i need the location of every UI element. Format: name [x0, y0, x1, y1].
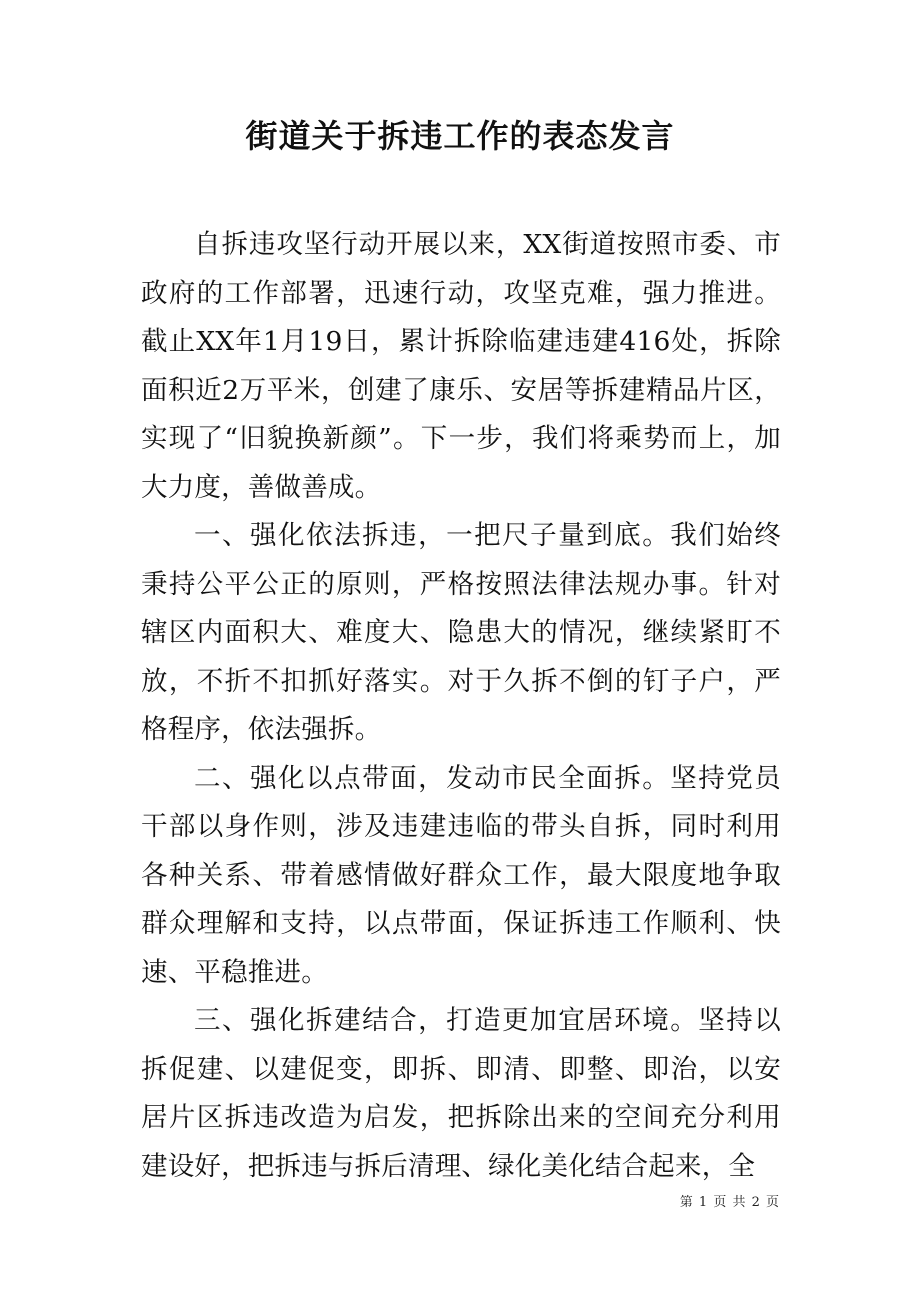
paragraph-point-2: 二、强化以点带面，发动市民全面拆。坚持党员干部以身作则，涉及违建违临的带头自拆，同时利用各种关系、带着感情做好群众工作，最大限度地争取群众理解和支持，以点带面，保证拆违工作顺利、快速、平稳推进。 — [141, 762, 781, 988]
document-body — [141, 221, 781, 1191]
document-title: 街道关于拆违工作的表态发言 — [245, 117, 675, 155]
paragraph-point-1: 一、强化依法拆违，一把尺子量到底。我们始终秉持公平公正的原则，严格按照法律法规办事。针对辖区内面积大、难度大、隐患大的情况，继续紧盯不放，不折不扣抓好落实。对于久拆不倒的钉子户，严格程序，依法强拆。 — [141, 520, 781, 745]
page-number-footer: 第 1 页 共 2 页 — [679, 1195, 780, 1210]
paragraph-intro: 自拆违攻坚行动开展以来，XX街道按照市委、市政府的工作部署，迅速行动，攻坚克难，强力推进。截止XX年1月19日，累计拆除临建违建416处，拆除面积近2万平米，创建了康乐、安居等拆建精品片区，实现了“旧貌换新颜”。下一步，我们将乘势而上，加大力度，善做善成。 — [141, 229, 781, 503]
paragraph-point-3: 三、强化拆建结合，打造更加宜居环境。坚持以拆促建、以建促变，即拆、即清、即整、即治，以安居片区拆违改造为启发，把拆除出来的空间充分利用建设好，把拆违与拆后清理、绿化美化结合起来，全 — [141, 1005, 781, 1182]
